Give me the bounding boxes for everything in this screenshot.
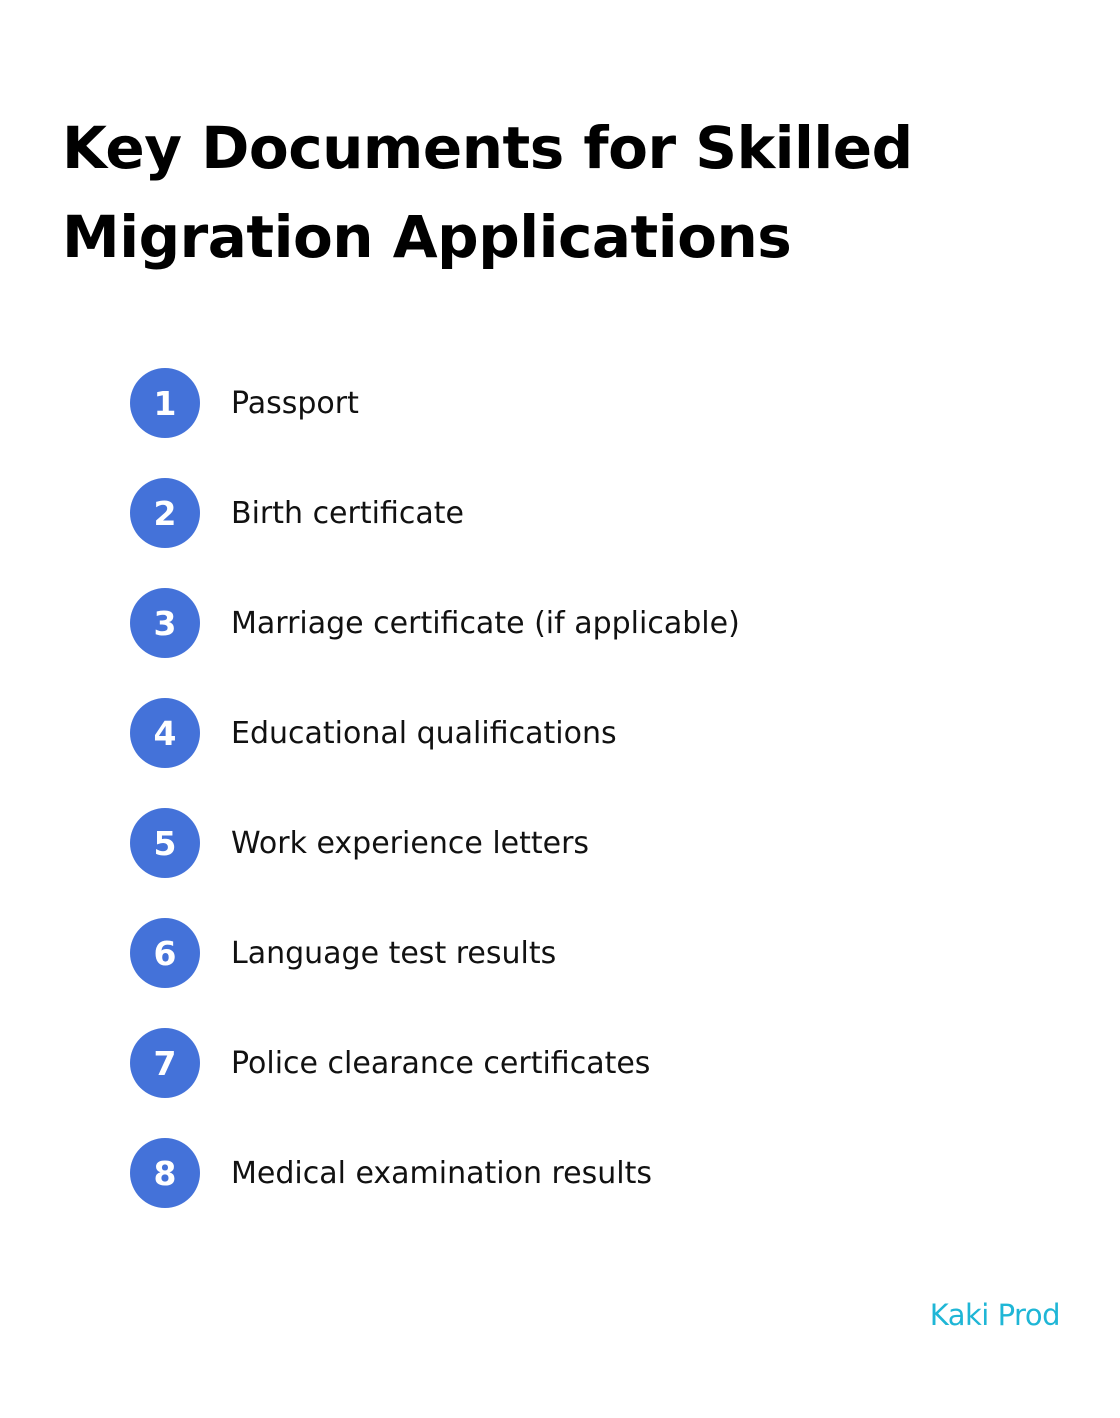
- document-list: [130, 368, 1030, 1248]
- item-label: Police clearance certificates: [231, 1045, 651, 1081]
- number-badge: 1: [130, 368, 200, 438]
- number-badge: 6: [130, 918, 200, 988]
- number-badge: 7: [130, 1028, 200, 1098]
- list-item: [130, 698, 1030, 808]
- number-badge: 3: [130, 588, 200, 658]
- list-item: [130, 368, 1030, 478]
- item-label: Birth certificate: [231, 495, 464, 531]
- page-title-line-1: Key Documents for Skilled: [62, 114, 913, 182]
- item-label: Medical examination results: [231, 1155, 652, 1191]
- number-badge: 2: [130, 478, 200, 548]
- number-badge: 5: [130, 808, 200, 878]
- item-label: Language test results: [231, 935, 557, 971]
- list-item: [130, 918, 1030, 1028]
- page-title: [62, 104, 1062, 282]
- item-label: Passport: [231, 385, 359, 421]
- number-badge: 4: [130, 698, 200, 768]
- list-item: [130, 1028, 1030, 1138]
- list-item: [130, 588, 1030, 698]
- list-item: [130, 478, 1030, 588]
- list-item: [130, 1138, 1030, 1248]
- page-title-line-2: Migration Applications: [62, 203, 792, 271]
- item-label: Marriage certificate (if applicable): [231, 605, 740, 641]
- brand-logo: Kaki Prod: [929, 1298, 1060, 1332]
- item-label: Work experience letters: [231, 825, 590, 861]
- number-badge: 8: [130, 1138, 200, 1208]
- item-label: Educational qualifications: [231, 715, 617, 751]
- list-item: [130, 808, 1030, 918]
